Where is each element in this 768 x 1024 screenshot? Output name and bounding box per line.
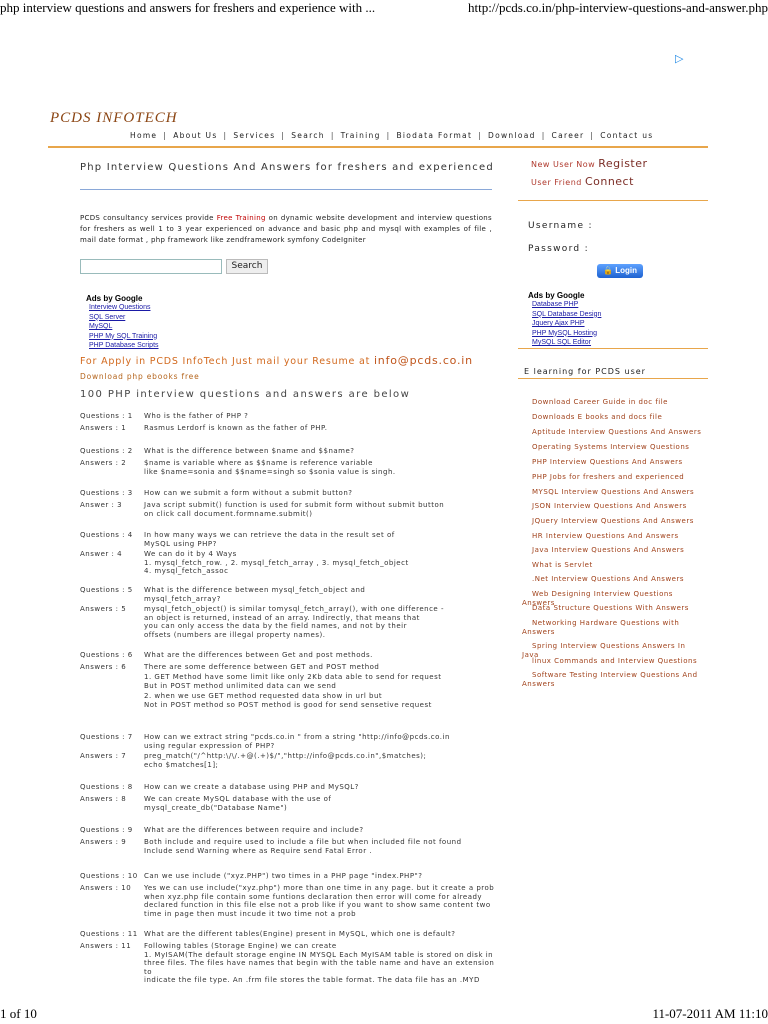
question-text: What are the differences between require and include? — [144, 826, 364, 834]
nav-separator: | — [163, 131, 168, 140]
ads-links-right — [532, 300, 601, 344]
answer-text: Yes we can use include("xyz.php") more than one time in any page. but it create a prob when xyz.php file contain some funtions declaration then error will come for already declared function in this file else not a prob like if you want to show same content two time in page then must incude it two time not a prob — [144, 884, 495, 918]
sidebar-divider — [518, 200, 708, 201]
nav-separator: | — [281, 131, 286, 140]
answer-number: Answers : 10 — [80, 884, 132, 892]
sidebar-link[interactable]: MYSQL Interview Questions And Answers — [532, 488, 695, 496]
sidebar-link[interactable]: Java Interview Questions And Answers — [532, 546, 685, 554]
nav-item-training[interactable]: Training — [340, 131, 381, 140]
answer-number: Answers : 7 — [80, 752, 127, 760]
user-friend-label: User Friend — [531, 178, 582, 187]
ebooks-link[interactable]: Download php ebooks free — [80, 372, 200, 381]
answer-number: Answers : 6 — [80, 663, 127, 671]
question-number: Questions : 5 — [80, 586, 133, 594]
apply-email-link[interactable]: info@pcds.co.in — [373, 354, 473, 367]
sidebar-link[interactable]: Download Career Guide in doc file — [532, 398, 668, 406]
intro-text-pre: PCDS consultancy services provide — [80, 214, 214, 222]
search-input[interactable] — [80, 259, 222, 274]
nav-separator: | — [478, 131, 483, 140]
question-number: Questions : 6 — [80, 651, 133, 659]
answer-number: Answers : 5 — [80, 605, 127, 613]
answer-number: Answers : 11 — [80, 942, 132, 950]
nav-item-contact-us[interactable]: Contact us — [600, 131, 654, 140]
ad-link[interactable]: SQL Database Design — [532, 310, 602, 318]
sidebar-link[interactable]: Operating Systems Interview Questions — [532, 443, 690, 451]
sidebar-link[interactable]: JSON Interview Questions And Answers — [532, 502, 687, 510]
question-number: Questions : 3 — [80, 489, 133, 497]
question-number: Questions : 4 — [80, 531, 133, 539]
sidebar-link[interactable]: Software Testing Interview Questions And Answers — [522, 671, 698, 688]
sidebar-link[interactable]: Downloads E books and docs file — [532, 413, 663, 421]
login-label: Login — [615, 266, 637, 275]
page-title: Php Interview Questions And Answers for freshers and experienced — [80, 162, 494, 173]
print-header-url: http://pcds.co.in/php-interview-questions-and-answer.php — [467, 0, 768, 15]
register-link[interactable]: Register — [598, 157, 648, 170]
sidebar-link[interactable]: Spring Interview Questions Answers In Java — [522, 642, 686, 659]
question-number: Questions : 7 — [80, 733, 133, 741]
ad-link[interactable]: Jquery Ajax PHP — [532, 320, 585, 327]
connect-row — [531, 175, 634, 188]
ads-heading: Ads by Google — [86, 294, 143, 303]
answer-text: Rasmus Lerdorf is known as the father of PHP. — [144, 424, 328, 432]
qa-heading: 100 PHP interview questions and answers are below — [80, 389, 411, 400]
answer-text: There are some defference between GET and POST method 1. GET Method have some limit like only 2Kb data able to send for request But in POST method unlimited data can we send 2. when we use GET method requested data show in url but Not in POST method so POST method is good for send sensetive request — [144, 663, 442, 709]
answer-number: Answer : 4 — [80, 550, 123, 558]
nav-item-biodata-format[interactable]: Biodata Format — [396, 131, 473, 140]
nav-separator: | — [223, 131, 228, 140]
print-footer-page: 1 of 10 — [0, 1006, 37, 1021]
question-number: Questions : 9 — [80, 826, 133, 834]
username-label: Username : — [528, 221, 593, 231]
answer-number: Answers : 8 — [80, 795, 127, 803]
register-row — [531, 157, 648, 170]
nav-item-about-us[interactable]: About Us — [173, 131, 218, 140]
ad-link[interactable]: PHP My SQL Training — [89, 332, 158, 340]
question-number: Questions : 8 — [80, 783, 133, 791]
question-text: How can we create a database using PHP and MySQL? — [144, 783, 359, 791]
sidebar-link[interactable]: .Net Interview Questions And Answers — [532, 575, 685, 583]
nav-item-services[interactable]: Services — [233, 131, 276, 140]
question-text: How can we extract string "pcds.co.in " from a string "http://info@pcds.co.in using regular expression of PHP? — [144, 733, 450, 750]
sidebar-link[interactable]: PHP Jobs for freshers and experienced — [532, 473, 685, 481]
new-user-label: New User Now — [531, 160, 596, 169]
apply-label: For Apply in PCDS InfoTech Just mail your Resume at — [80, 356, 371, 367]
sidebar-link[interactable]: What is Servlet — [532, 561, 593, 569]
question-text: What is the difference between mysql_fetch_object and mysql_fetch_array? — [144, 586, 366, 603]
ad-link[interactable]: SQL Server — [89, 313, 126, 321]
title-divider — [80, 189, 492, 190]
ad-link[interactable]: PHP Database Scripts — [89, 342, 159, 349]
nav-separator: | — [386, 131, 391, 140]
apply-text — [80, 354, 473, 367]
ad-link[interactable]: Interview Questions — [89, 304, 151, 311]
question-text: In how many ways we can retrieve the data in the result set of MySQL using PHP? — [144, 531, 395, 548]
nav-item-search[interactable]: Search — [291, 131, 325, 140]
question-number: Questions : 1 — [80, 412, 133, 420]
site-logo[interactable]: PCDS INFOTECH — [50, 110, 178, 126]
question-number: Questions : 2 — [80, 447, 133, 455]
sidebar-link[interactable]: Networking Hardware Questions with Answers — [522, 619, 680, 636]
answer-number: Answer : 3 — [80, 501, 123, 509]
answer-number: Answers : 2 — [80, 459, 127, 467]
ad-choices-icon[interactable]: ▷ — [675, 52, 684, 65]
nav-divider — [48, 146, 708, 148]
sidebar-link[interactable]: HR Interview Questions And Answers — [532, 532, 679, 540]
main-nav — [130, 131, 653, 140]
question-text: What are the different tables(Engine) present in MySQL, which one is default? — [144, 930, 456, 938]
sidebar-link[interactable]: Aptitude Interview Questions And Answers — [532, 428, 702, 436]
print-footer-datetime: 11-07-2011 AM 11:10 — [652, 1006, 768, 1021]
question-text: What are the differences between Get and post methods. — [144, 651, 373, 659]
question-text: Who is the father of PHP ? — [144, 412, 249, 420]
sidebar-link[interactable]: linux Commands and Interview Questions — [532, 657, 698, 665]
nav-separator: | — [330, 131, 335, 140]
username-input[interactable] — [602, 219, 702, 232]
elearning-heading: E learning for PCDS user — [524, 367, 646, 376]
lock-icon: 🔒 — [603, 266, 613, 275]
answer-text: Both include and require used to include a file but when included file not found Include send Warning where as Require send Fatal Error . — [144, 838, 462, 855]
password-label: Password : — [528, 244, 589, 254]
answer-text: preg_match("/^http:\/\/.+@(.+)$/","http://info@pcds.co.in",$matches); echo $matches[1]; — [144, 752, 427, 769]
sidebar-link[interactable]: JQuery Interview Questions And Answers — [532, 517, 694, 525]
answer-text: Java script submit() function is used for submit form without submit button on click call document.formname.submit() — [144, 501, 445, 518]
answer-number: Answers : 9 — [80, 838, 127, 846]
intro-paragraph — [80, 213, 492, 246]
answer-text: We can create MySQL database with the use of mysql_create_db("Database Name") — [144, 795, 332, 812]
question-number: Questions : 11 — [80, 930, 138, 938]
ad-link[interactable]: MySQL SQL Editor — [532, 339, 592, 346]
answer-text: We can do it by 4 Ways 1. mysql_fetch_row. , 2. mysql_fetch_array , 3. mysql_fetch_object 4. mysql_fetch_assoc — [144, 550, 409, 575]
free-training-link[interactable]: Free Training — [216, 214, 266, 222]
print-header-title: php interview questions and answers for freshers and experience with ... — [0, 0, 376, 15]
password-input[interactable] — [602, 242, 702, 255]
login-button[interactable] — [597, 264, 643, 278]
answer-text: mysql_fetch_object() is similar tomysql_fetch_array(), with one difference - an object is returned, instead of an array. Indirectly, that means that you can only access the data by the field names, and not by their offsets (numbers are illegal property names). — [144, 605, 444, 639]
nav-item-download[interactable]: Download — [488, 131, 536, 140]
ad-link[interactable]: Database PHP — [532, 301, 579, 308]
nav-item-home[interactable]: Home — [130, 131, 158, 140]
google-ads-right — [528, 291, 601, 344]
connect-link[interactable]: Connect — [584, 175, 634, 188]
nav-item-career[interactable]: Career — [551, 131, 585, 140]
ads-heading-right: Ads by Google — [528, 291, 585, 300]
sidebar-link[interactable]: Data Structure Questions With Answers — [532, 604, 689, 612]
question-text: What is the difference between $name and $$name? — [144, 447, 355, 455]
sidebar-link[interactable]: PHP Interview Questions And Answers — [532, 458, 683, 466]
question-text: How can we submit a form without a submit button? — [144, 489, 353, 497]
answer-text: Following tables (Storage Engine) we can create 1. MyISAM(The default storage engine IN MYSQL Each MyISAM table is stored on disk in three files. The files have names that begin with the table name and have an extension to indicate the file type. An .frm file stores the table format. The data file has an .MYD — [144, 942, 495, 984]
sidebar-link[interactable]: Web Designing Interview Questions Answers — [522, 590, 673, 607]
nav-separator: | — [541, 131, 546, 140]
google-ads-left — [86, 294, 159, 349]
question-number: Questions : 10 — [80, 872, 138, 880]
answer-text: $name is variable where as $$name is reference variable like $name=sonia and $$name=singh so $sonia value is singh. — [144, 459, 396, 476]
intro-text-post: on dynamic website development and interview questions for freshers as well 1 to 3 year experienced on advance and basic php and mysql with examples of file , mail date format , php framework like zendframework symfony CodeIgniter — [80, 214, 492, 244]
sidebar-divider — [518, 348, 708, 349]
answer-number: Answers : 1 — [80, 424, 127, 432]
question-text: Can we use include ("xyz.PHP") two times in a PHP page "index.PHP"? — [144, 872, 423, 880]
ad-link[interactable]: PHP MySQL Hosting — [532, 329, 597, 337]
ads-links — [89, 303, 159, 349]
sidebar-divider — [518, 378, 708, 379]
ad-link[interactable]: MySQL — [89, 323, 113, 330]
nav-separator: | — [590, 131, 595, 140]
search-button[interactable]: Search — [226, 259, 268, 274]
